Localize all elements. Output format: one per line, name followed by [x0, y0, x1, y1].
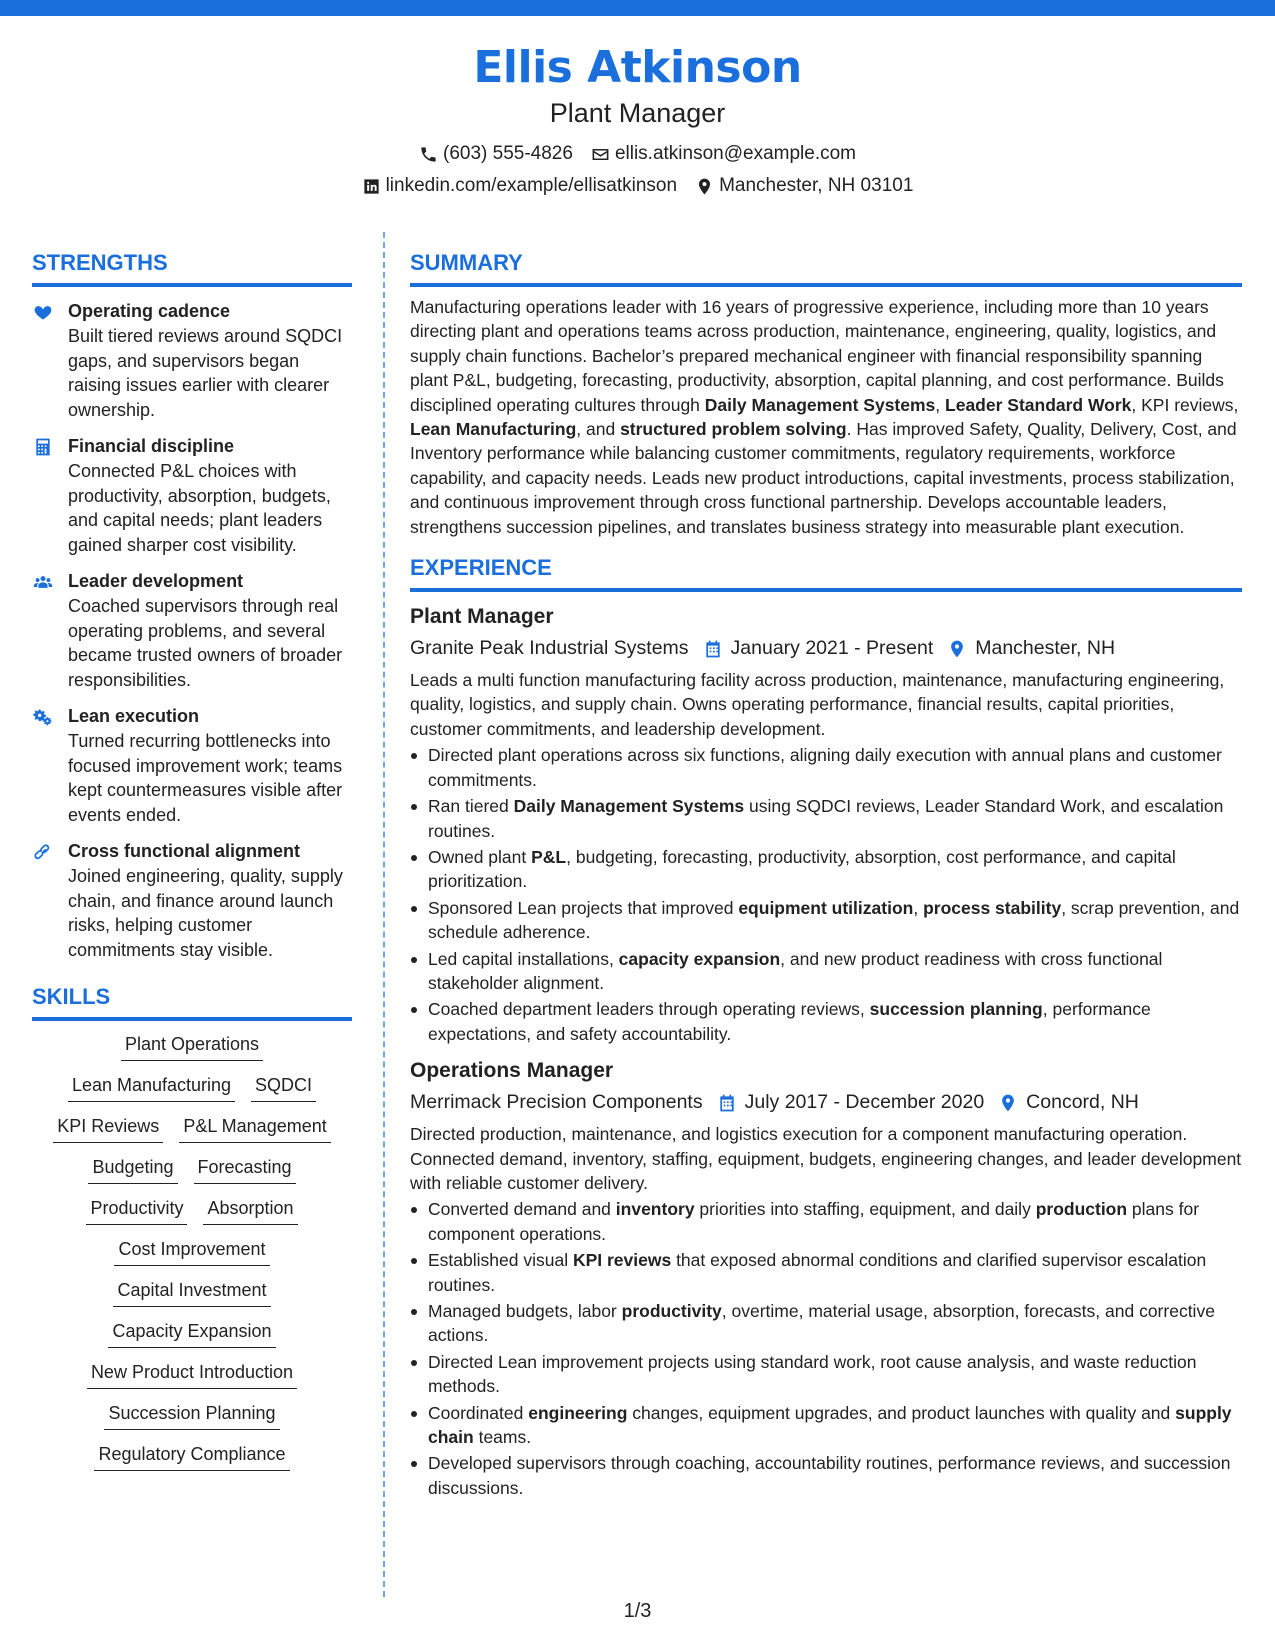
text-segment: Ran tiered — [428, 796, 514, 817]
contact-email[interactable] — [591, 140, 856, 168]
job-bullet — [410, 845, 1242, 894]
jobs-list — [410, 602, 1242, 1500]
strength-item — [32, 569, 352, 692]
text-segment: Developed supervisors through coaching, accountability routines, performance reviews, and succession discussions. — [428, 1453, 1231, 1498]
job-dates: July 2017 - December 2020 — [744, 1091, 985, 1114]
text-segment: priorities into staffing, equipment, and daily — [694, 1199, 1036, 1220]
text-segment: , — [913, 897, 924, 918]
text-segment: Led capital installations, — [428, 948, 619, 969]
linkedin-icon — [362, 177, 381, 196]
job-dates: January 2021 - Present — [730, 637, 934, 660]
text-segment: Manufacturing operations leader with 16 years of progressive experience, including more than 10 years directing plant and operations teams across production, maintenance, engineering, quality, logistics, and supply chain functions. Bachelor’s prepared mechanical engineer with financial responsibility spanning plant P&L, budgeting, forecasting, productivity, absorption, capital planning, and cost performance. Builds disciplined operating cultures through — [410, 297, 1224, 415]
job-company: Merrimack Precision Components — [410, 1091, 703, 1114]
link-icon — [33, 842, 53, 862]
strength-icon-wrap — [32, 839, 54, 962]
job-bullet — [410, 1299, 1242, 1348]
skill-tag: Regulatory Compliance — [94, 1441, 289, 1471]
text-segment: Coached department leaders through operating reviews, — [428, 999, 870, 1020]
bold-keyword: process stability — [923, 897, 1062, 918]
job-company: Granite Peak Industrial Systems — [410, 637, 689, 660]
bold-keyword: capacity expansion — [618, 948, 781, 969]
text-segment: , and new product readiness with cross functional stakeholder alignment. — [428, 948, 1163, 993]
skill-tag: Productivity — [86, 1195, 187, 1225]
gears-icon — [33, 707, 53, 727]
strengths-heading: STRENGTHS — [32, 248, 352, 287]
text-segment: Established visual — [428, 1250, 573, 1271]
skill-row — [104, 1400, 279, 1430]
skill-tag: Capital Investment — [113, 1277, 270, 1307]
text-segment: , and — [576, 419, 621, 440]
candidate-name: Ellis Atkinson — [473, 42, 802, 93]
strength-text: Coached supervisors through real operating problems, and several became trusted owners of broader responsibilities. — [68, 596, 343, 690]
job-entry — [410, 1056, 1242, 1500]
job-bullet — [410, 1248, 1242, 1297]
job-title: Plant Manager — [410, 605, 554, 629]
strength-icon-wrap — [32, 299, 54, 422]
resume-header — [0, 40, 1275, 200]
job-bullet — [410, 896, 1242, 945]
job-bullet — [410, 997, 1242, 1046]
calendar-icon-wrap — [717, 1092, 737, 1112]
skill-row — [88, 1154, 295, 1184]
strength-title: Cross functional alignment — [68, 841, 301, 861]
contact-location — [695, 172, 913, 200]
skill-tag: Budgeting — [88, 1154, 177, 1184]
strength-icon-wrap — [32, 704, 54, 827]
text-segment: teams. — [473, 1427, 532, 1448]
summary-heading: SUMMARY — [410, 248, 1242, 287]
strength-text: Joined engineering, quality, supply chain, and finance around launch risks, helping customer commitments stay visible. — [68, 866, 343, 960]
map-pin-icon — [695, 177, 714, 196]
linkedin-text: linkedin.com/example/ellisatkinson — [385, 175, 678, 196]
bold-keyword: Daily Management Systems — [704, 394, 936, 415]
strength-text: Turned recurring bottlenecks into focused improvement work; teams kept countermeasures visible after events ended. — [68, 731, 343, 825]
bold-keyword: production — [1035, 1199, 1128, 1220]
skill-tag: Absorption — [203, 1195, 297, 1225]
strength-body — [68, 299, 352, 422]
bold-keyword: inventory — [615, 1199, 695, 1220]
skill-row — [87, 1359, 297, 1389]
map-pin-icon-wrap — [998, 1092, 1018, 1112]
strength-item — [32, 704, 352, 827]
text-segment: Coordinated — [428, 1402, 529, 1423]
strengths-list — [32, 299, 352, 962]
skill-row — [86, 1195, 297, 1225]
skill-tag: Plant Operations — [121, 1031, 263, 1061]
summary-text — [410, 295, 1242, 539]
bold-keyword: KPI reviews — [572, 1250, 672, 1271]
strength-body — [68, 434, 352, 557]
contact-phone[interactable] — [419, 140, 573, 168]
job-location: Manchester, NH — [975, 637, 1116, 660]
strength-title: Leader development — [68, 571, 244, 591]
right-column — [410, 248, 1242, 1502]
skill-tag: New Product Introduction — [87, 1359, 297, 1389]
job-meta — [410, 633, 1242, 663]
text-segment: plans for component operations. — [428, 1199, 1200, 1244]
skill-tag: Succession Planning — [104, 1400, 279, 1430]
strength-item — [32, 434, 352, 557]
skills-heading: SKILLS — [32, 982, 352, 1021]
skill-tag: Cost Improvement — [114, 1236, 269, 1266]
skill-row — [108, 1318, 275, 1348]
contact-row-2 — [0, 172, 1275, 200]
candidate-title: Plant Manager — [549, 98, 726, 128]
strength-title: Lean execution — [68, 706, 200, 726]
strength-body — [68, 704, 352, 827]
calendar-icon — [703, 639, 723, 659]
job-location: Concord, NH — [1026, 1091, 1139, 1114]
skill-tag: SQDCI — [251, 1072, 316, 1102]
experience-heading: EXPERIENCE — [410, 553, 1242, 592]
text-segment: , scrap prevention, and schedule adherence. — [428, 897, 1240, 943]
map-pin-icon — [998, 1093, 1018, 1113]
bold-keyword: structured problem solving — [620, 419, 847, 440]
contact-row-1 — [0, 140, 1275, 168]
strength-title: Operating cadence — [68, 301, 231, 321]
strength-icon-wrap — [32, 569, 54, 692]
job-description: Directed production, maintenance, and logistics execution for a component manufacturing operation. Connected demand, inventory, staffing, equipment, budgets, engineering changes, and leader development with reliable customer delivery. — [410, 1124, 1242, 1193]
job-bullet — [410, 1350, 1242, 1399]
job-bullet — [410, 947, 1242, 996]
heart-icon — [33, 302, 53, 322]
job-entry — [410, 602, 1242, 1046]
calendar-icon — [717, 1093, 737, 1113]
skill-row — [94, 1441, 289, 1471]
users-icon — [33, 572, 53, 592]
bold-keyword: succession planning — [869, 999, 1043, 1020]
skill-row — [121, 1031, 263, 1061]
strength-text: Connected P&L choices with productivity, absorption, budgets, and capital needs; plant leaders gained sharper cost visibility. — [68, 461, 331, 555]
skill-row — [113, 1277, 270, 1307]
job-bullets — [410, 1197, 1242, 1500]
job-bullet — [410, 1401, 1242, 1450]
job-title: Operations Manager — [410, 1059, 614, 1083]
bold-keyword: Daily Management Systems — [513, 796, 745, 817]
skill-row — [114, 1236, 269, 1266]
bold-keyword: productivity — [621, 1301, 722, 1321]
skill-row — [68, 1072, 316, 1102]
job-bullet — [410, 794, 1242, 843]
job-bullet — [410, 1451, 1242, 1500]
strength-icon-wrap — [32, 434, 54, 557]
skill-tag: Lean Manufacturing — [68, 1072, 235, 1102]
text-segment: Converted demand and — [428, 1199, 616, 1220]
text-segment: . Has improved Safety, Quality, Delivery, Cost, and Inventory performance while balancing customer commitments, regulatory requirements, workforce capability, and capacity needs. Leads new product introductions, capital investments, process stabilization, and continuous improvement through cross functional partnership. Develops accountable leaders, strengthens succession pipelines, and translates business strategy into measurable plant execution. — [410, 419, 1237, 537]
top-accent-bar — [0, 0, 1275, 16]
text-segment: using SQDCI reviews, Leader Standard Work, and escalation routines. — [428, 796, 1224, 841]
left-column — [32, 248, 352, 1471]
phone-icon — [419, 145, 438, 164]
strength-item — [32, 299, 352, 422]
calendar-icon-wrap — [703, 638, 723, 658]
page-number: 1/3 — [623, 1600, 652, 1622]
skills-list — [32, 1031, 352, 1471]
text-segment: Directed plant operations across six functions, aligning daily execution with annual plans and customer commitments. — [428, 745, 1222, 790]
bold-keyword: P&L — [531, 846, 567, 867]
job-bullet — [410, 1197, 1242, 1246]
skill-tag: Forecasting — [194, 1154, 296, 1184]
column-divider — [383, 232, 385, 1597]
job-bullets — [410, 743, 1242, 1046]
envelope-icon — [591, 145, 610, 164]
bold-keyword: equipment utilization — [738, 897, 914, 918]
skill-row — [53, 1113, 330, 1143]
text-segment: Owned plant — [428, 846, 532, 867]
skill-tag: Capacity Expansion — [108, 1318, 275, 1348]
strength-text: Built tiered reviews around SQDCI gaps, and supervisors began raising issues earlier with clearer ownership. — [68, 326, 343, 420]
bold-keyword: Leader Standard Work — [945, 394, 1132, 415]
map-pin-icon-wrap — [947, 638, 967, 658]
map-pin-icon — [947, 639, 967, 659]
email-text: ellis.atkinson@example.com — [614, 143, 856, 164]
text-segment: , KPI reviews, — [1131, 394, 1239, 415]
strength-title: Financial discipline — [68, 436, 235, 456]
text-segment: , budgeting, forecasting, productivity, absorption, cost performance, and capital prioritization. — [428, 846, 1176, 892]
job-meta — [410, 1087, 1242, 1117]
strength-body — [68, 569, 352, 692]
location-text: Manchester, NH 03101 — [719, 175, 914, 196]
text-segment: , performance expectations, and safety accountability. — [428, 999, 1151, 1044]
job-bullet — [410, 743, 1242, 792]
text-segment: Directed Lean improvement projects using standard work, root cause analysis, and waste reduction methods. — [428, 1351, 1197, 1397]
text-segment: , — [935, 394, 946, 415]
text-segment: , overtime, material usage, absorption, forecasts, and corrective actions. — [428, 1301, 1215, 1346]
phone-text: (603) 555-4826 — [443, 143, 573, 164]
strength-body — [68, 839, 352, 962]
text-segment: Sponsored Lean projects that improved — [428, 897, 739, 918]
skill-tag: KPI Reviews — [53, 1113, 163, 1143]
strength-item — [32, 839, 352, 962]
job-description: Leads a multi function manufacturing facility across production, maintenance, manufacturing engineering, quality, logistics, and supply chain. Owns operating performance, financial results, capital priorities, customer commitments, and leadership development. — [410, 670, 1225, 739]
text-segment: changes, equipment upgrades, and product launches with quality and — [627, 1402, 1176, 1423]
text-segment: that exposed abnormal conditions and clarified supervisor escalation routines. — [428, 1250, 1207, 1295]
bold-keyword: engineering — [528, 1402, 628, 1423]
calculator-icon — [33, 437, 53, 457]
skill-tag: P&L Management — [179, 1113, 330, 1143]
text-segment: Managed budgets, labor — [428, 1301, 622, 1321]
contact-linkedin[interactable] — [362, 172, 677, 200]
bold-keyword: Lean Manufacturing — [410, 419, 577, 440]
bold-keyword: supply chain — [428, 1402, 1232, 1448]
